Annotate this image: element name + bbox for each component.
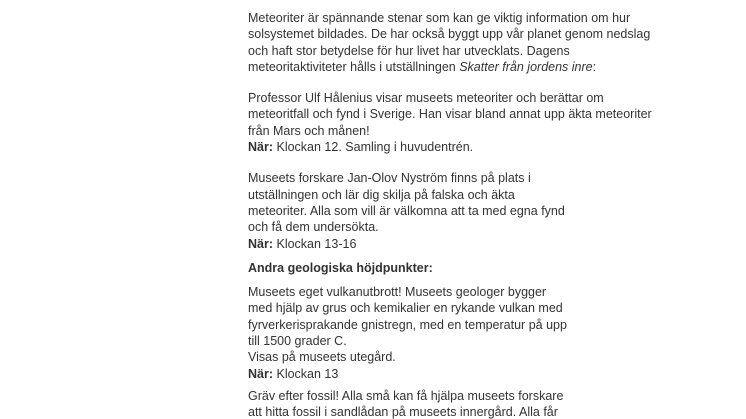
when-label: När: [248, 236, 274, 251]
text-segment: : [592, 59, 597, 74]
event-time-line [248, 366, 688, 382]
text-line: Museets eget vulkanutbrott! Museets geologer bygger [248, 285, 547, 300]
text-line: att hitta fossil i sandlådan på museets innergård. Alla får [248, 405, 558, 419]
heading-line: Andra geologiska höjdpunkter: [248, 260, 433, 275]
text-line: Visas på museets utegård. [248, 350, 396, 365]
text-line: fyrverkerisprakande gnistregn, med en temperatur på upp [248, 317, 567, 332]
text-line [248, 59, 688, 75]
when-value: Klockan 12. Samling i huvudentrén. [273, 140, 474, 155]
event-time-line [248, 139, 688, 155]
text-line: med hjälp av grus och kemikalier en rykande vulkan med [248, 301, 563, 316]
paragraph-fossil-event [248, 388, 688, 419]
text-line: från Mars och månen! [248, 123, 370, 138]
when-label: När: [248, 366, 274, 381]
text-line: och haft stor betydelse för hur livet har utvecklats. Dagens [248, 43, 570, 58]
text-segment: meteoritaktiviteter hålls i utställningen [248, 59, 460, 74]
text-line: Meteoriter är spännande stenar som kan ge viktig information om hur [248, 11, 631, 25]
text-line: utställningen och lär dig skilja på falska och äkta [248, 187, 515, 202]
event-time-line [248, 236, 688, 252]
text-line: meteoritfall och fynd i Sverige. Han visar bland annat upp äkta meteoriter [248, 107, 652, 122]
section-heading [248, 260, 688, 276]
paragraph-professor-event [248, 90, 688, 155]
when-value: Klockan 13-16 [273, 236, 357, 251]
paragraph-intro [248, 10, 688, 75]
text-line: meteoriter. Alla som vill är välkomna att ta med egna fynd [248, 203, 565, 218]
when-label: När: [248, 140, 274, 155]
paragraph-researcher-event [248, 170, 688, 251]
text-line: Gräv efter fossil! Alla små kan få hjälpa museets forskare [248, 388, 564, 403]
text-line: Professor Ulf Hålenius visar museets meteoriter och berättar om [248, 91, 604, 106]
paragraph-volcano-event [248, 284, 688, 382]
text-line: till 1500 grader C. [248, 334, 347, 349]
document-text-column [248, 10, 688, 419]
exhibition-title: Skatter från jordens inre [459, 59, 593, 74]
when-value: Klockan 13 [273, 366, 339, 381]
text-line: solsystemet bildades. De har också byggt upp vår planet genom nedslag [248, 27, 651, 42]
text-line: och få dem undersökta. [248, 220, 379, 235]
text-line: Museets forskare Jan-Olov Nyström finns på plats i [248, 171, 531, 186]
